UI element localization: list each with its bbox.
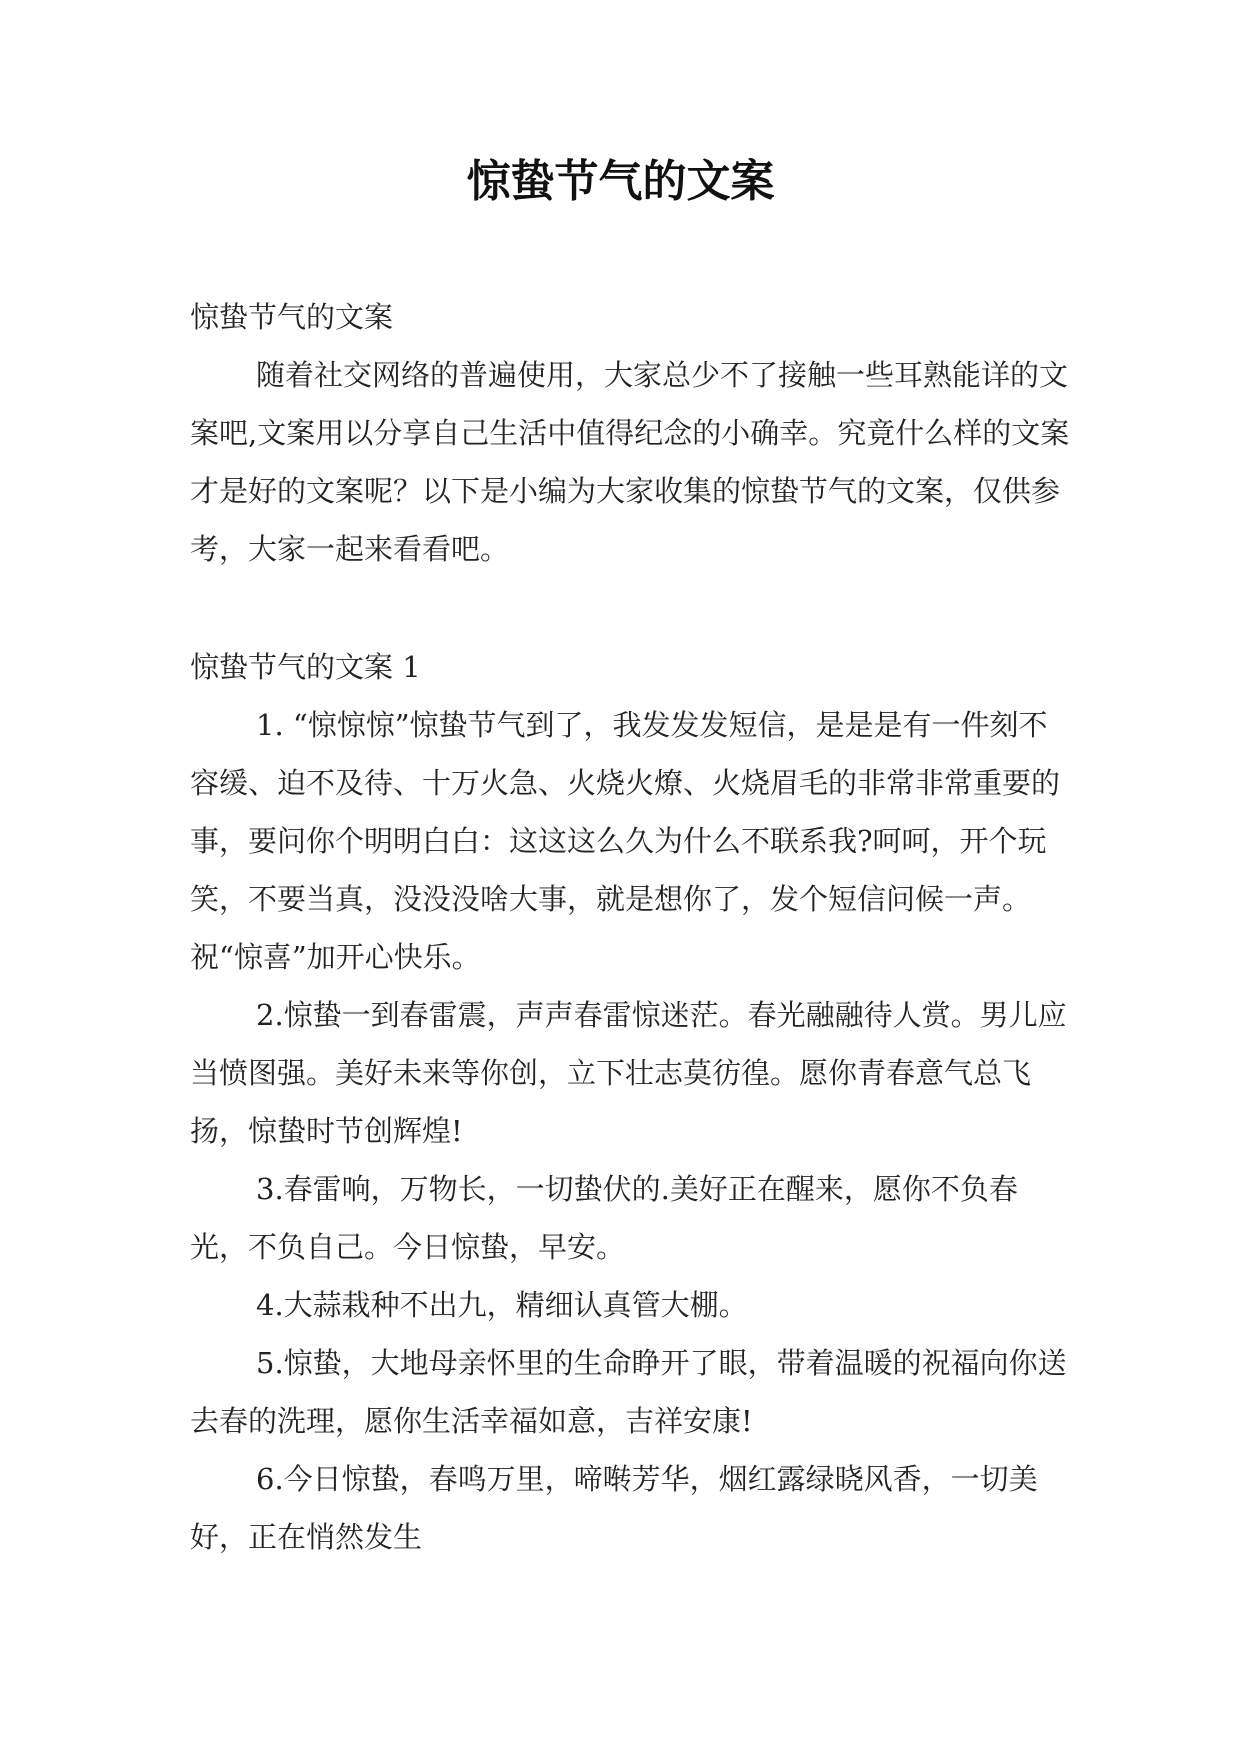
list-item: 6.今日惊蛰，春鸣万里，啼啭芳华，烟红露绿晓风香，一切美好，正在悄然发生 <box>190 1462 1038 1554</box>
intro-paragraph: 随着社交网络的普遍使用，大家总少不了接触一些耳熟能详的文案吧,文案用以分享自己生活中值得纪念的小确幸。究竟什么样的文案才是好的文案呢？以下是小编为大家收集的惊蛰节气的文案，仅供参考，大家一起来看看吧。 <box>190 358 1070 566</box>
list-item: 1. “惊惊惊”惊蛰节气到了，我发发发短信，是是是有一件刻不容缓、迫不及待、十万火急、火烧火燎、火烧眉毛的非常非常重要的事，要问你个明明白白：这这这么久为什么不联系我?呵呵，开个玩笑，不要当真，没没没啥大事，就是想你了，发个短信问候一声。祝“惊喜”加开心快乐。 <box>190 708 1061 974</box>
list-item: 4.大蒜栽种不出九，精细认真管大棚。 <box>256 1288 748 1322</box>
document-title: 惊蛰节气的文案 <box>466 156 775 207</box>
list-item: 3.春雷响，万物长，一切蛰伏的.美好正在醒来，愿你不负春光，不负自己。今日惊蛰，早安。 <box>190 1172 1018 1264</box>
list-item: 2.惊蛰一到春雷震，声声春雷惊迷茫。春光融融待人赏。男儿应当愤图强。美好未来等你创，立下壮志莫彷徨。愿你青春意气总飞扬，惊蛰时节创辉煌! <box>190 998 1067 1148</box>
list-item: 5.惊蛰，大地母亲怀里的生命睁开了眼，带着温暖的祝福向你送去春的洗理，愿你生活幸福如意，吉祥安康! <box>190 1346 1067 1438</box>
intro-heading: 惊蛰节气的文案 <box>190 300 394 334</box>
section-heading: 惊蛰节气的文案 1 <box>190 650 421 684</box>
section-spacer <box>190 578 1070 638</box>
document-body <box>190 288 1070 1566</box>
